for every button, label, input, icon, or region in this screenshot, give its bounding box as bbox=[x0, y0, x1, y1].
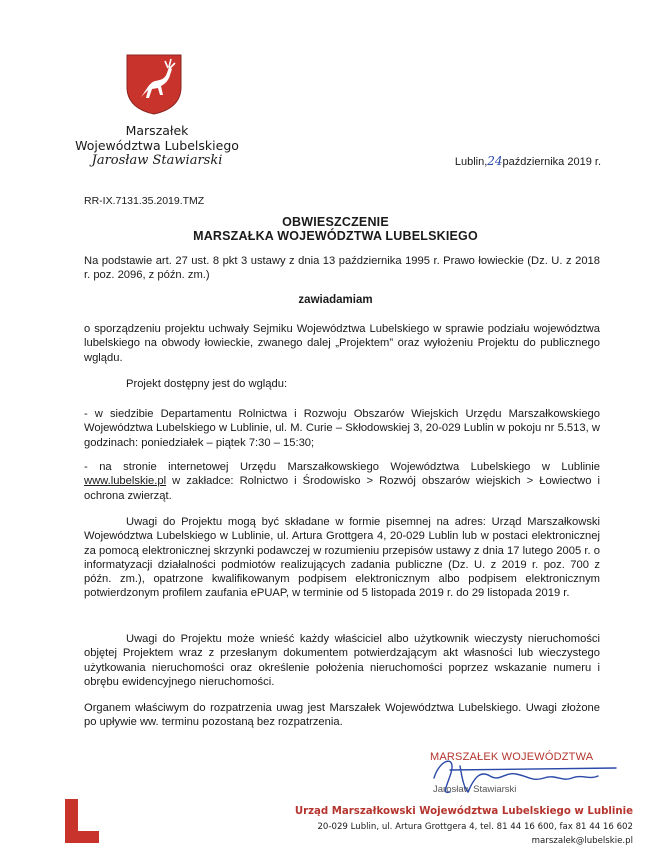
red-l-logo-icon bbox=[62, 797, 102, 845]
date-prefix: Lublin, bbox=[454, 156, 488, 168]
remarks-paragraph: Uwagi do Projektu mogą być składane w formie pisemnej na adres: Urząd Marszałkowski Województwa Lubelskiego w Lublinie, ul. Artura Grottgera 4, 20-029 Lublin lub w postaci elektronicznej za pomocą elektronicznej skrzynki podawczej w rozumieniu przepisów ustawy z dnia 17 lutego 2005 r. o informatyzacji działalności podmiotów realizujących zadania publiczne (Dz. U. z 2019 r. poz. 700 z późn. zm.), opatrzone kwalifikowanym podpisem elektronicznym albo podpisem elektronicznym potwierdzonym profilem zaufania ePUAP, w terminie od 5 listopada 2019 r. do 29 listopada 2019 r. bbox=[84, 516, 600, 600]
footer-email: marszalek@lubelskie.pl bbox=[531, 836, 633, 846]
intro-paragraph: o sporządzeniu projektu uchwały Sejmiku Województwa Lubelskiego w sprawie podziału województwa lubelskiego na obwody łowieckie, zwanego dalej „Projektem” oraz wyłożeniu Projektu do publicznego wglądu. bbox=[84, 323, 600, 364]
place-website-paragraph bbox=[84, 460, 600, 503]
document-date bbox=[455, 154, 601, 168]
stamp-office: MARSZAŁEK WOJEWÓDZTWA bbox=[430, 751, 594, 763]
reference-number: RR-IX.7131.35.2019.TMZ bbox=[84, 195, 205, 207]
availability-paragraph: Projekt dostępny jest do wglądu: bbox=[126, 378, 288, 390]
stamp-name: Jarosław Stawiarski bbox=[433, 784, 517, 795]
competent-organ-paragraph: Organem właściwym do rozpatrzenia uwag jest Marszałek Województwa Lubelskiego. Uwagi złożone po upływie ww. terminu pozostaną bez rozpatrzenia. bbox=[84, 702, 600, 729]
document-title: OBWIESZCZENIE bbox=[282, 215, 389, 229]
place-website-text-before: - na stronie internetowej Urzędu Marszałkowskiego Województwa Lubelskiego w Lublinie bbox=[84, 461, 600, 473]
issuer-title: Marszałek bbox=[125, 123, 189, 138]
legal-basis-paragraph: Na podstawie art. 27 ust. 8 pkt 3 ustawy z dnia 13 października 1995 r. Prawo łowieckie (Dz. U. z 2018 r. poz. 2096, z późn. zm.) bbox=[84, 255, 600, 282]
issuer-region: Województwa Lubelskiego bbox=[75, 138, 239, 153]
place-office-paragraph: - w siedzibie Departamentu Rolnictwa i Rozwoju Obszarów Wiejskich Urzędu Marszałkowskiego Województwa Lubelskiego w Lublinie, ul. M. Curie – Skłodowskiej 3, 20-029 Lublin w pokoju nr 5.513, w godzinach: poniedziałek – piątek 7:30 – 15:30; bbox=[84, 408, 600, 449]
announce-word: zawiadamiam bbox=[298, 294, 373, 306]
document-subtitle: MARSZAŁKA WOJEWÓDZTWA LUBELSKIEGO bbox=[193, 229, 478, 243]
handwritten-signature-icon bbox=[420, 748, 635, 803]
place-website-text-after: w zakładce: Rolnictwo i Środowisko > Rozwój obszarów wiejskich > Łowiectwo i ochrona zwierząt. bbox=[84, 475, 600, 502]
date-suffix: października 2019 r. bbox=[502, 156, 601, 168]
eligibility-paragraph: Uwagi do Projektu może wnieść każdy właściciel albo użytkownik wieczysty nieruchomości objętej Projektem wraz z przesłanym dokumentem potwierdzającym akt własności lub wieczystego użytkowania nieruchomości oraz określenie położenia nieruchomości poprzez wskazanie numeru i obrębu ewidencyjnego nieruchomości. bbox=[84, 633, 600, 688]
footer-address: 20-029 Lublin, ul. Artura Grottgera 4, tel. 81 44 16 600, fax 81 44 16 602 bbox=[317, 822, 633, 832]
website-link[interactable]: www.lubelskie.pl bbox=[84, 475, 167, 488]
issuer-name: Jarosław Stawiarski bbox=[91, 153, 223, 168]
date-day-handwritten: 24 bbox=[487, 154, 503, 168]
deer-crest-icon bbox=[125, 53, 183, 115]
footer-office-name: Urząd Marszałkowski Województwa Lubelskiego w Lublinie bbox=[294, 806, 633, 817]
